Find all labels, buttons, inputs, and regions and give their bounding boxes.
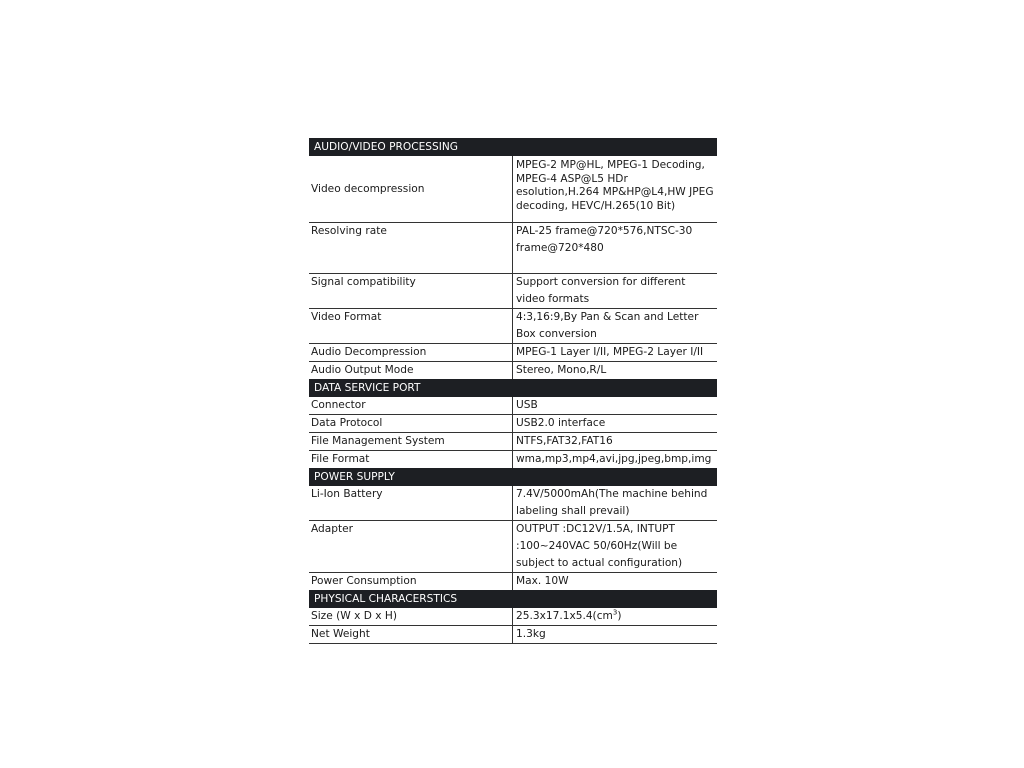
row-value: [513, 608, 717, 625]
table-row: [309, 343, 717, 361]
row-label: Connector: [309, 397, 513, 414]
row-label: Audio Decompression: [309, 344, 513, 361]
row-label: Video Format: [309, 309, 513, 343]
spec-table: [309, 138, 717, 644]
row-label: Data Protocol: [309, 415, 513, 432]
section-header-power-supply: POWER SUPPLY: [309, 468, 717, 486]
table-row: [309, 361, 717, 379]
row-value: NTFS,FAT32,FAT16: [516, 435, 613, 447]
table-row: [309, 222, 717, 273]
table-row: [309, 397, 717, 414]
size-suffix: ): [617, 610, 622, 622]
row-value: 4:3,16:9,By Pan & Scan and Letter Box conversion: [516, 311, 699, 340]
row-label: Power Consumption: [309, 573, 513, 590]
row-value: MPEG-1 Layer I/II, MPEG-2 Layer I/II: [516, 346, 704, 358]
table-row: [309, 273, 717, 308]
table-row: [309, 308, 717, 343]
row-value: Stereo, Mono,R/L: [516, 364, 607, 376]
row-label: Resolving rate: [309, 223, 513, 273]
row-value: Support conversion for different video formats: [516, 276, 686, 305]
table-row: [309, 520, 717, 572]
row-value: PAL-25 frame@720*576,NTSC-30 frame@720*480: [516, 225, 693, 254]
row-label: Li-Ion Battery: [309, 486, 513, 520]
table-row: [309, 486, 717, 520]
row-value: 7.4V/5000mAh(The machine behind labeling shall prevail): [516, 488, 708, 517]
row-label: Audio Output Mode: [309, 362, 513, 379]
table-row: [309, 572, 717, 590]
row-value: USB2.0 interface: [516, 417, 606, 429]
cubic-superscript: 3: [612, 608, 618, 617]
section-header-data-service-port: DATA SERVICE PORT: [309, 379, 717, 397]
row-label: Adapter: [309, 521, 513, 572]
table-row: [309, 432, 717, 450]
table-row: [309, 608, 717, 625]
table-row: [309, 156, 717, 222]
table-row: [309, 625, 717, 643]
row-value: wma,mp3,mp4,avi,jpg,jpeg,bmp,img: [516, 453, 712, 465]
table-row: [309, 450, 717, 468]
row-label: File Management System: [309, 433, 513, 450]
row-value: 1.3kg: [516, 628, 546, 640]
section-header-physical: PHYSICAL CHARACERSTICS: [309, 590, 717, 608]
row-value: MPEG-2 MP@HL, MPEG-1 Decoding, MPEG-4 ASP@L5 HDr esolution,H.264 MP&HP@L4,HW JPEG decoding, HEVC/H.265(10 Bit): [516, 159, 714, 212]
section-header-audio-video: AUDIO/VIDEO PROCESSING: [309, 138, 717, 156]
row-value: Max. 10W: [516, 575, 569, 587]
table-row: [309, 414, 717, 432]
row-value: USB: [516, 399, 538, 411]
row-label: Signal compatibility: [309, 274, 513, 308]
row-label: File Format: [309, 451, 513, 468]
row-value: OUTPUT :DC12V/1.5A, INTUPT :100~240VAC 50/60Hz(Will be subject to actual configuration): [516, 523, 683, 569]
row-label: Net Weight: [309, 626, 513, 643]
row-label: Video decompression: [309, 156, 513, 222]
size-value: 25.3x17.1x5.4(cm: [516, 610, 613, 622]
row-label: Size (W x D x H): [309, 608, 513, 625]
